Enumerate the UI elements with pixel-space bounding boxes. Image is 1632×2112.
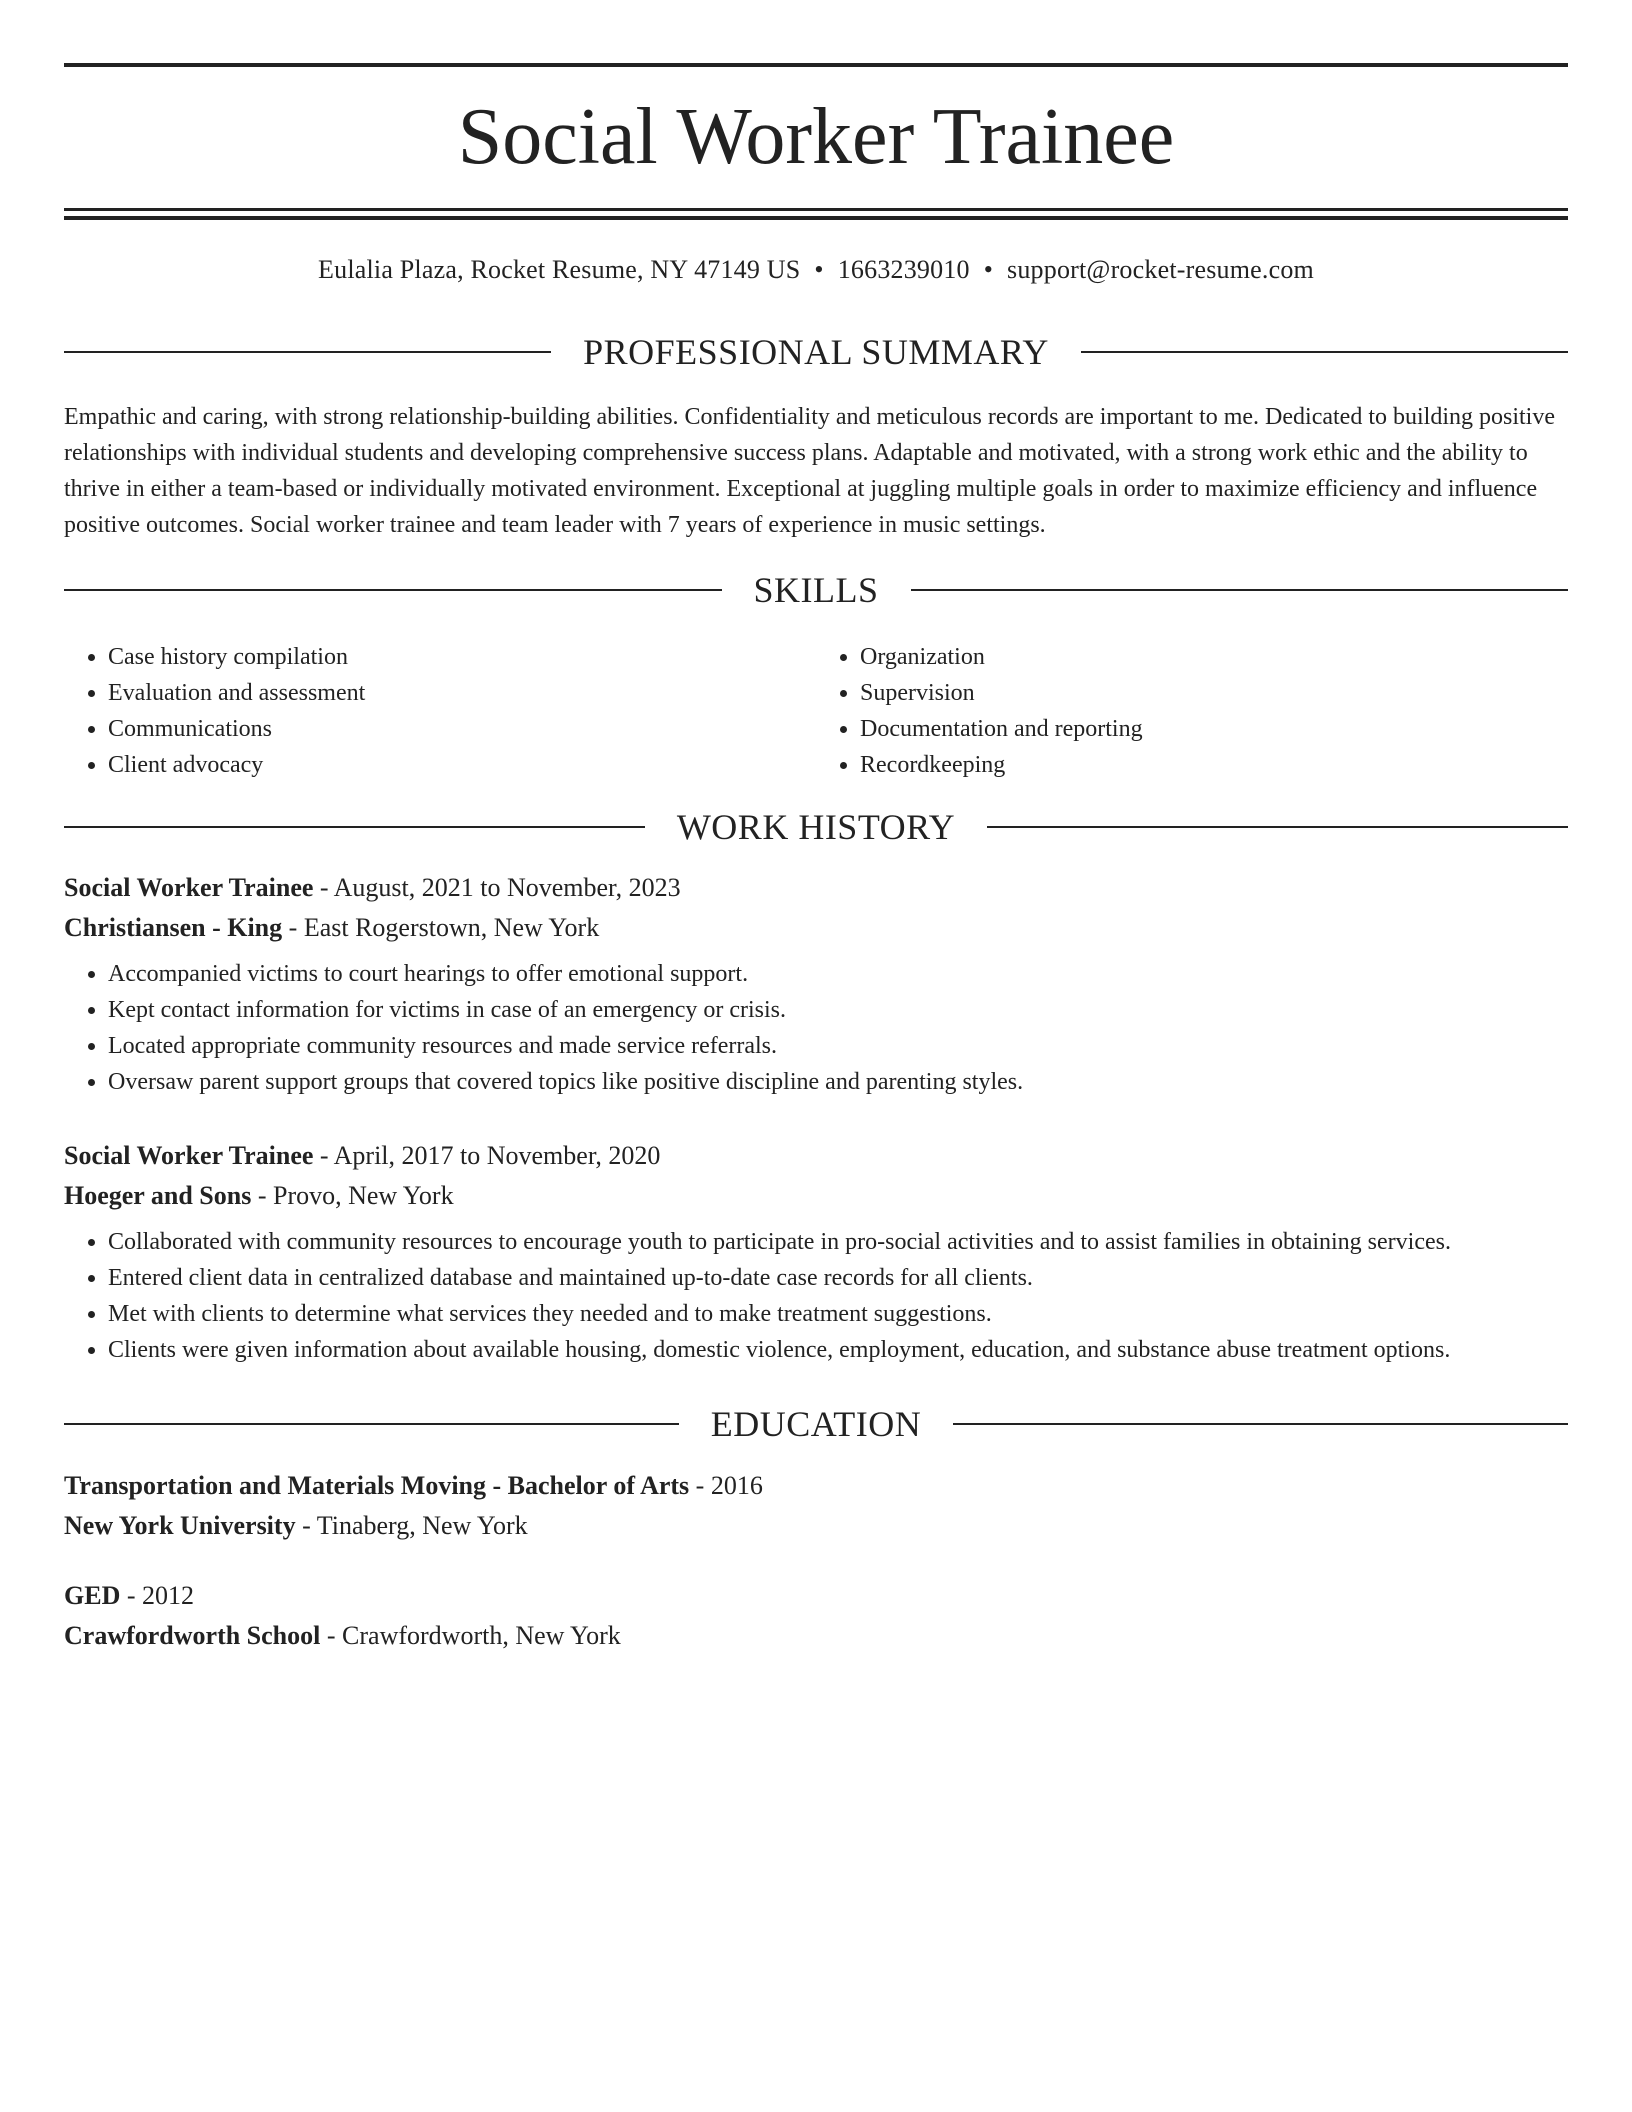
job-bullet: • Met with clients to determine what services they needed and to make treatment suggestions. xyxy=(108,1296,1568,1332)
job-title: Social Worker Trainee xyxy=(64,873,314,902)
heading-rule-right xyxy=(911,589,1569,591)
header-double-rule-lower xyxy=(64,216,1568,220)
job-bullet: • Collaborated with community resources to encourage youth to participate in pro-social activities and to assist families in obtaining services. xyxy=(108,1224,1568,1260)
heading-rule-left xyxy=(64,826,645,828)
job-bullet: • Kept contact information for victims in case of an emergency or crisis. xyxy=(108,992,1568,1028)
contact-email[interactable]: support@rocket-resume.com xyxy=(1007,255,1314,284)
section-title: EDUCATION xyxy=(710,1404,922,1444)
job-bullet: • Clients were given information about available housing, domestic violence, employment, education, and substance abuse treatment options. xyxy=(108,1332,1568,1368)
education-year: - 2012 xyxy=(126,1581,195,1610)
skills-list xyxy=(64,639,1568,783)
job-company-line xyxy=(64,1176,1568,1216)
job-location: - East Rogerstown, New York xyxy=(288,913,600,942)
education-location: - Crawfordworth, New York xyxy=(326,1621,621,1650)
skill-item: • Supervision xyxy=(860,675,1568,711)
education-school: New York University xyxy=(64,1511,296,1540)
education-school: Crawfordworth School xyxy=(64,1621,321,1650)
skill-item: • Documentation and reporting xyxy=(860,711,1568,747)
education-degree-line xyxy=(64,1576,1568,1616)
contact-separator: • xyxy=(983,255,994,284)
heading-rule-left xyxy=(64,351,551,353)
education-year: - 2016 xyxy=(695,1471,763,1500)
education-school-line xyxy=(64,1506,1568,1546)
job-bullet: • Accompanied victims to court hearings to offer emotional support. xyxy=(108,956,1568,992)
section-title: SKILLS xyxy=(753,570,879,610)
section-title: WORK HISTORY xyxy=(676,807,956,847)
job-bullet: • Oversaw parent support groups that covered topics like positive discipline and parenting styles. xyxy=(108,1064,1568,1100)
education-school-line xyxy=(64,1616,1568,1656)
contact-address: Eulalia Plaza, Rocket Resume, NY 47149 US xyxy=(318,255,801,284)
heading-rule-left xyxy=(64,1423,679,1425)
skill-item: • Recordkeeping xyxy=(860,747,1568,783)
heading-rule-right xyxy=(987,826,1568,828)
job-dates: - August, 2021 to November, 2023 xyxy=(319,873,681,902)
skill-item: • Case history compilation xyxy=(108,639,816,675)
section-heading-summary xyxy=(64,330,1568,374)
education-entry xyxy=(64,1466,1568,1546)
section-heading-education xyxy=(64,1402,1568,1446)
skill-item: • Client advocacy xyxy=(108,747,816,783)
heading-rule-right xyxy=(953,1423,1568,1425)
job-title-line xyxy=(64,1136,1568,1176)
job-bullet: • Located appropriate community resources and made service referrals. xyxy=(108,1028,1568,1064)
job-bullets xyxy=(64,1224,1568,1368)
heading-rule-left xyxy=(64,589,722,591)
job-dates: - April, 2017 to November, 2020 xyxy=(319,1141,661,1170)
job-bullet: • Entered client data in centralized database and maintained up-to-date case records for all clients. xyxy=(108,1260,1568,1296)
skills-column-left xyxy=(64,639,816,783)
education-entry xyxy=(64,1576,1568,1656)
education-degree: Transportation and Materials Moving - Bachelor of Arts xyxy=(64,1471,690,1500)
job-company: Hoeger and Sons xyxy=(64,1181,252,1210)
job-company: Christiansen - King xyxy=(64,913,283,942)
heading-rule-right xyxy=(1081,351,1568,353)
summary-text: Empathic and caring, with strong relationship-building abilities. Confidentiality and meticulous records are important to me. Dedicated to building positive relationships with individual students and developing comprehensive success plans. Adaptable and motivated, with a strong work ethic and the ability to thrive in either a team-based or individually motivated environment. Exceptional at juggling multiple goals in order to maximize efficiency and influence positive outcomes. Social worker trainee and team leader with 7 years of experience in music settings. xyxy=(64,404,1555,538)
contact-separator: • xyxy=(814,255,824,284)
skills-column-right xyxy=(816,639,1568,783)
section-title: PROFESSIONAL SUMMARY xyxy=(583,332,1049,372)
contact-phone: 1663239010 xyxy=(837,255,970,284)
job-entry xyxy=(64,868,1568,1100)
education-degree: GED xyxy=(64,1581,121,1610)
skill-item: • Communications xyxy=(108,711,816,747)
job-title: Social Worker Trainee xyxy=(64,1141,314,1170)
contact-line xyxy=(64,252,1568,288)
header-top-rule xyxy=(64,63,1568,67)
resume-title: Social Worker Trainee xyxy=(457,93,1175,181)
job-bullets xyxy=(64,956,1568,1100)
education-degree-line xyxy=(64,1466,1568,1506)
skill-item: • Organization xyxy=(860,639,1568,675)
job-location: - Provo, New York xyxy=(257,1181,454,1210)
education-location: - Tinaberg, New York xyxy=(302,1511,528,1540)
job-company-line xyxy=(64,908,1568,948)
job-title-line xyxy=(64,868,1568,908)
job-entry xyxy=(64,1136,1568,1368)
header-double-rule-upper xyxy=(64,208,1568,211)
section-heading-skills xyxy=(64,568,1568,612)
skill-item: • Evaluation and assessment xyxy=(108,675,816,711)
section-heading-work-history xyxy=(64,805,1568,849)
